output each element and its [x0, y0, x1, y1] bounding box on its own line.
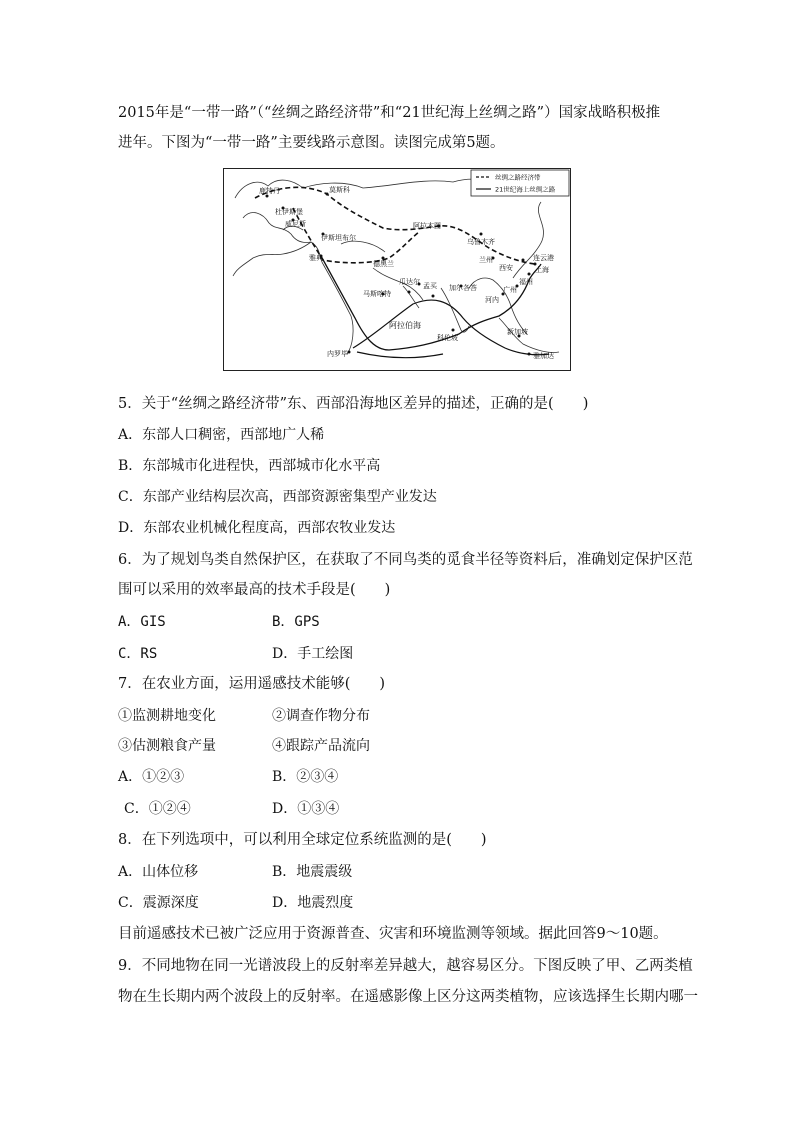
q7-stem: 7．在农业方面，运用遥感技术能够( ): [118, 676, 386, 692]
q6-option-d: D．手工绘图: [272, 646, 354, 662]
q8-option-c: C．震源深度: [118, 895, 199, 911]
label-urumqi: 乌鲁木齐: [467, 238, 495, 246]
label-arabian-sea: 阿拉伯海: [389, 321, 421, 330]
q5-option-b: B．东部城市化进程快，西部城市化水平高: [118, 458, 381, 474]
q7-option-d: D．①③④: [272, 801, 340, 817]
q5-option-a: A．东部人口稠密，西部地广人稀: [118, 427, 325, 443]
q7-statement-4: ④跟踪产品流向: [272, 738, 370, 754]
q5-option-d: D．东部农业机械化程度高，西部农牧业发达: [118, 520, 396, 536]
q6-option-b: B．GPS: [272, 614, 320, 630]
label-tehran: 德黑兰: [373, 260, 394, 268]
q5-option-c: C．东部产业结构层次高，西部资源密集型产业发达: [118, 489, 437, 505]
label-athens: 雅典: [309, 254, 323, 262]
label-lianyungang: 连云港: [533, 254, 554, 262]
q8-option-a: A．山体位移: [118, 864, 199, 880]
label-hanoi: 河内: [485, 296, 499, 304]
label-colombo: 科伦坡: [437, 334, 458, 342]
label-almaty: 阿拉木图: [413, 222, 441, 230]
intro-line-2: 进年。下图为“一带一路”主要线路示意图。读图完成第5题。: [118, 135, 505, 151]
label-jakarta: 雅加达: [533, 352, 554, 360]
q5-stem: 5．关于“丝绸之路经济带”东、西部沿海地区差异的描述，正确的是( ): [118, 396, 589, 412]
label-rotterdam: 鹿特丹: [259, 187, 280, 195]
q7-option-a: A．①②③: [118, 769, 185, 785]
label-venice: 威尼斯: [285, 220, 306, 228]
q9-stem-line-2: 物在生长期内两个波段上的反射率。在遥感影像上区分这两类植物，应该选择生长期内哪一: [118, 989, 698, 1005]
q8-option-b: B．地震震级: [272, 864, 353, 880]
q7-statement-2: ②调查作物分布: [272, 708, 370, 724]
q7-statement-3: ③估测粮食产量: [118, 738, 216, 754]
q7-option-c: C．①②④: [124, 801, 191, 817]
intro-line-1: 2015年是“一带一路”（“丝绸之路经济带”和“21世纪海上丝绸之路”）国家战略积极推: [118, 105, 661, 121]
label-shanghai: 上海: [535, 266, 549, 274]
label-fuzhou: 福州: [519, 278, 533, 286]
q6-option-a: A．GIS: [118, 614, 166, 630]
legend-land-route: 丝绸之路经济带: [495, 173, 541, 182]
q9-stem-line-1: 9．不同地物在同一光谱波段上的反射率差异越大，越容易区分。下图反映了甲、乙两类植: [118, 958, 693, 974]
label-mumbai: 孟买: [423, 282, 437, 290]
label-duisburg: 杜伊斯堡: [275, 208, 303, 216]
intro-q9-10: 目前遥感技术已被广泛应用于资源普查、灾害和环境监测等领域。据此回答9～10题。: [118, 926, 668, 942]
q7-option-b: B．②③④: [272, 769, 339, 785]
label-lanzhou: 兰州: [479, 256, 493, 264]
label-xian: 西安: [499, 264, 513, 272]
q6-stem-line-2: 围可以采用的效率最高的技术手段是( ): [118, 582, 391, 598]
q8-option-d: D．地震烈度: [272, 895, 354, 911]
label-singapore: 新加坡: [507, 328, 528, 336]
label-nairobi: 内罗毕: [327, 350, 348, 358]
label-gwadar: 瓜达尔: [399, 278, 420, 286]
label-kolkata: 加尔各答: [449, 284, 477, 292]
belt-road-map: [223, 168, 571, 371]
label-moscow: 莫斯科: [329, 186, 350, 194]
legend-sea-route: 21世纪海上丝绸之路: [495, 185, 556, 194]
q7-statement-1: ①监测耕地变化: [118, 708, 216, 724]
q8-stem: 8．在下列选项中，可以利用全球定位系统监测的是( ): [118, 832, 487, 848]
label-muscat: 马斯喀特: [363, 290, 391, 298]
label-guangzhou: 广州: [503, 286, 517, 294]
label-istanbul: 伊斯坦布尔: [321, 234, 356, 242]
q6-option-c: C．RS: [118, 646, 158, 662]
q6-stem-line-1: 6．为了规划鸟类自然保护区，在获取了不同鸟类的觅食半径等资料后，准确划定保护区范: [118, 552, 693, 568]
